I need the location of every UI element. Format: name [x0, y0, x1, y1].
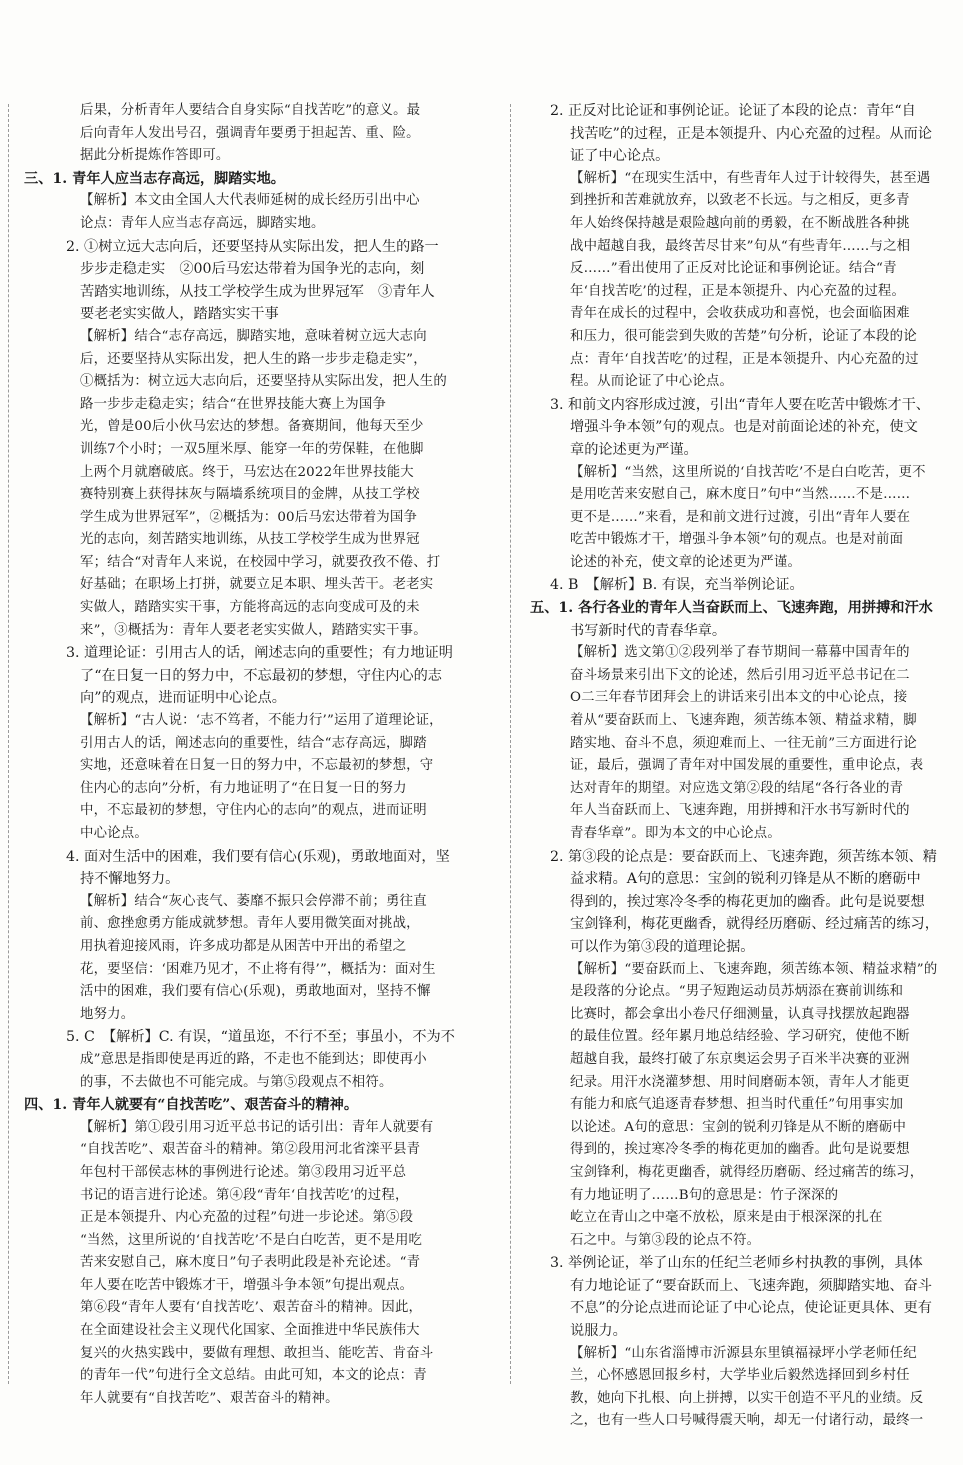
right-column-line: 论述的补充，使文章的论述更为严谨。 — [570, 554, 802, 570]
left-column-line: 了“在日复一日的努力中，不忘最初的梦想，守住内心的志 — [80, 667, 442, 684]
left-column-line: 后果，分析青年人要结合自身实际“自找苦吃”的意义。最 — [80, 103, 421, 118]
left-column-line: 的事，不去做也不可能完成。与第⑤段观点不相符。 — [80, 1074, 393, 1090]
left-column-line: 学生成为世界冠军”，②概括为：00后马宏达带着为国争 — [80, 509, 418, 525]
right-column-line: 到挫折和苦难就放弃，以致老不长远。与之相反，更多青 — [570, 193, 910, 209]
left-column-line: 光，曾是00后小伙马宏达的梦想。备赛期间，他每天至少 — [80, 419, 424, 435]
right-column-line: 有力地证明了……B句的意思是：竹子深深的 — [570, 1187, 839, 1203]
right-column-line: 青春华章”。即为本文的中心论点。 — [570, 826, 781, 841]
left-column-line: 三、1. 青年人应当志存高远，脚踏实地。 — [24, 170, 285, 187]
left-column-line: 苦来安慰自己，麻木度日”句子表明此段是补充论述。“青 — [80, 1255, 421, 1271]
right-column-line: 五、1. 各行各业的青年人当奋跃而上、飞速奔跑，用拼搏和汗水 — [530, 600, 933, 617]
right-column-line: 2. 正反对比论证和事例论证。论证了本段的论点：青年“自 — [550, 103, 916, 119]
right-column-line: 青年在成长的过程中，会收获成功和喜悦，也会面临困难 — [570, 306, 910, 322]
left-column-line: 后，还要坚持从实际出发，把人生的路一步步走稳走实”， — [80, 351, 427, 367]
left-column-line: 苦踏实地训练，从技工学校学生成为世界冠军 ③青年人 — [80, 283, 435, 300]
left-column-line: 好基础；在职场上打拼，就要立足本职、埋头苦干。老老实 — [80, 577, 434, 593]
right-column-line: 章的论述更为严谨。 — [570, 441, 698, 458]
right-column-line: 2. 第③段的论点是：要奋跃而上、飞速奔跑，须苦练本领、精 — [550, 848, 937, 865]
right-column-line: 踏实地、奋斗不息，须迎难而上、一往无前”三方面进行论 — [570, 735, 917, 751]
right-column-line: 石之中。与第③段的论点不符。 — [570, 1232, 761, 1248]
right-column-line: 超越自我，最终打破了东京奥运会男子百米半决赛的亚洲 — [570, 1051, 910, 1067]
right-column-line: 吃苦中锻炼才干，增强斗争本领”句的观点。也是对前面 — [570, 532, 904, 548]
column-divider — [510, 104, 511, 1384]
left-column-line: 年包村干部侯志林的事例进行论述。第③段用习近平总 — [80, 1164, 407, 1180]
left-column-line: 引用古人的话，阐述志向的重要性，结合“志存高远，脚踏 — [80, 735, 427, 751]
right-column-line: 可以作为第③段的道理论据。 — [570, 938, 755, 955]
left-column-line: 地努力。 — [80, 1006, 135, 1022]
left-column-line: 前、愈挫愈勇方能成就梦想。青年人要用微笑面对挑战， — [80, 916, 420, 932]
left-column-line: 活中的困难，我们要有信心(乐观)，勇敢地面对，坚持不懈 — [80, 984, 431, 1000]
left-column-line: 2. ①树立远大志向后，还要坚持从实际出发，把人生的路一 — [66, 238, 439, 255]
right-column-line: 的最佳位置。经年累月地总结经验、学习研究，使他不断 — [570, 1029, 910, 1045]
right-column-line: 【解析】“当然，这里所说的‘自找苦吃’不是白白吃苦，更不 — [570, 464, 926, 480]
right-column-line: 有能力和底气追逐青春梦想、担当时代重任”句用事实加 — [570, 1097, 904, 1113]
right-column-line: 找苦吃”的过程，正是本领提升、内心充盈的过程。从而论 — [570, 125, 932, 142]
right-column-line: 益求精。A句的意思：宝剑的锐利刃锋是从不断的磨砺中 — [570, 871, 921, 888]
right-column-line: 【解析】“山东省淄博市沂源县东里镇福禄坪小学老师任纪 — [570, 1345, 917, 1361]
right-column-line: 增强斗争本领”句的观点。也是对前面论述的补充，使文 — [570, 419, 918, 436]
right-column-line: 以论述。A句的意思：宝剑的锐利刃锋是从不断的磨砺中 — [570, 1119, 907, 1135]
left-column-line: 【解析】本文由全国人大代表师延树的成长经历引出中心 — [80, 193, 420, 209]
left-column-line: 四、1. 青年人就要有“自找苦吃”、艰苦奋斗的精神。 — [24, 1097, 359, 1114]
left-column-line: 【解析】第①段引用习近平总书记的话引出：青年人就要有 — [80, 1119, 434, 1135]
left-column-line: 后向青年人发出号召，强调青年要勇于担起苦、重、险。 — [80, 125, 420, 141]
left-column-line: 5. C 【解析】C. 有误，“道虽迩，不行不至；事虽小，不为不 — [66, 1029, 455, 1046]
left-column-line: 中，不忘最初的梦想，守住内心的志向”的观点，进而证明 — [80, 803, 427, 819]
right-column-line: 得到的，挨过寒冷冬季的梅花更加的幽香。此句是说要想 — [570, 1142, 910, 1158]
right-column-line: 之，也有一些人口号喊得震天响，却无一付诸行动，最终一 — [570, 1413, 924, 1429]
left-column-line: 复兴的火热实践中，要做有理想、敢担当、能吃苦、肯奋斗 — [80, 1345, 434, 1361]
left-column-line: 持不懈地努力。 — [80, 871, 180, 888]
left-column-line: 来”，③概括为：青年人要老老实实做人，踏踏实实干事。 — [80, 622, 427, 638]
right-column-line: 年人始终保持越是艰险越向前的勇毅，在不断战胜各种挑 — [570, 215, 910, 231]
left-column-line: 在全面建设社会主义现代化国家、全面推进中华民族伟大 — [80, 1323, 420, 1339]
left-column-line: 路一步步走稳走实；结合“在世界技能大赛上为国争 — [80, 396, 387, 412]
right-column-line: 得到的，挨过寒冷冬季的梅花更加的幽香。此句是说要想 — [570, 893, 925, 910]
right-column-line: 书写新时代的青春华章。 — [570, 622, 727, 639]
left-column — [24, 100, 488, 1410]
left-column-line: “自找苦吃”、艰苦奋斗的精神。第②段用河北省滦平县青 — [80, 1142, 421, 1158]
right-column-line: 更不是……”来看，是和前文进行过渡，引出“青年人要在 — [570, 509, 911, 525]
left-column-line: 正是本领提升、内心充盈的过程”句进一步论述。第⑤段 — [80, 1210, 414, 1226]
left-column-line: 【解析】结合“灰心丧气、萎靡不振只会停滞不前；勇往直 — [80, 893, 427, 909]
right-column-line: 宝剑锋利，梅花更幽香，就得经历磨砺、经过痛苦的练习， — [570, 1164, 924, 1180]
right-column-line: 战中超越自我，最终苦尽甘来”句从“有些青年……与之相 — [570, 238, 911, 254]
left-column-line: 要老老实实做人，踏踏实实干事 — [80, 306, 279, 323]
left-column-line: 【解析】“古人说：‘志不笃者，不能力行’”运用了道理论证， — [80, 713, 443, 729]
left-column-line: 光的志向，刻苦踏实地训练，从技工学校学生成为世界冠 — [80, 532, 420, 548]
left-column-line: 赛特别赛上获得抹灰与隔墙系统项目的金牌，从技工学校 — [80, 487, 420, 503]
left-column-line: ①概括为：树立远大志向后，还要坚持从实际出发，把人生的 — [80, 374, 447, 390]
right-column-line: 【解析】“在现实生活中，有些青年人过于计较得失，甚至遇 — [570, 170, 931, 186]
left-column-line: 军；结合“对青年人来说，在校园中学习，就要孜孜不倦、打 — [80, 554, 441, 570]
left-column-line: 第⑥段“青年人要有‘自找苦吃’、艰苦奋斗的精神。因此， — [80, 1300, 423, 1316]
left-column-line: 【解析】结合“志存高远，脚踏实地，意味着树立远大志向 — [80, 328, 427, 344]
right-column-line: 有力地论证了“要奋跃而上、飞速奔跑，须脚踏实地、奋斗 — [570, 1277, 932, 1294]
left-column-line: 步步走稳走实 ②00后马宏达带着为国争光的志向，刻 — [80, 261, 425, 278]
left-column-line: 向”的观点，进而证明中心论点。 — [80, 690, 286, 707]
right-column-line: 年人当奋跃而上、飞速奔跑，用拼搏和汗水书写新时代的 — [570, 803, 910, 819]
left-column-line: 书记的语言进行论述。第④段“青年‘自找苦吃’的过程， — [80, 1187, 409, 1203]
right-column-line: 屹立在青山之中毫不放松，原来是由于根深深的扎在 — [570, 1210, 883, 1226]
right-column-line: 着从“要奋跃而上、飞速奔跑，须苦练本领、精益求精，脚 — [570, 713, 917, 729]
right-column-line: 【解析】选文第①②段列举了春节期间一幕幕中国青年的 — [570, 645, 910, 661]
left-column-line: 花，要坚信：‘困难乃见才，不止将有得’”，概括为：面对生 — [80, 961, 436, 977]
right-column-line: 【解析】“要奋跃而上、飞速奔跑，须苦练本领、精益求精”的 — [570, 961, 938, 977]
left-column-line: 年人就要有“自找苦吃”、艰苦奋斗的精神。 — [80, 1390, 339, 1406]
left-column-line: 上两个月就磨破底。终于，马宏达在2022年世界技能大 — [80, 464, 414, 480]
left-column-line: 4. 面对生活中的困难，我们要有信心(乐观)，勇敢地面对，坚 — [66, 848, 450, 865]
left-column-line: 住内心的志向”分析，有力地证明了“在日复一日的努力 — [80, 780, 407, 796]
left-column-line: “当然，这里所说的‘自找苦吃’不是白白吃苦，更不是用吃 — [80, 1232, 423, 1248]
right-column-line: 3. 举例论证，举了山东的任纪兰老师乡村执教的事例，具体 — [550, 1255, 923, 1272]
right-column-line: 点：青年‘自找苦吃’的过程，正是本领提升、内心充盈的过 — [570, 351, 919, 367]
right-column-line: 说服力。 — [570, 1323, 627, 1340]
right-column-line: 是段落的分论点。“男子短跑运动员苏炳添在赛前训练和 — [570, 984, 904, 1000]
right-column-line: 兰，心怀感恩回报乡村，大学毕业后毅然选择回到乡村任 — [570, 1368, 910, 1384]
right-column-line: 达对青年的期望。对应选文第②段的结尾“各行各业的青 — [570, 780, 904, 796]
right-column-line: 宝剑锋利，梅花更幽香，就得经历磨砺、经过痛苦的练习， — [570, 916, 939, 933]
right-column-line: 反……”看出使用了正反对比论证和事例论证。结合“青 — [570, 261, 897, 277]
left-column-line: 成”意思是指即使是再近的路，不走也不能到达；即使再小 — [80, 1051, 427, 1067]
right-column-line: O二三年春节团拜会上的讲话来引出本文的中心论点，接 — [570, 690, 908, 706]
right-column-line: 4. B 【解析】B. 有误，充当举例论证。 — [550, 577, 804, 594]
right-column-line: 和压力，很可能尝到失败的苦楚”句分析，论证了本段的论 — [570, 328, 917, 344]
left-column-line: 3. 道理论证：引用古人的话，阐述志向的重要性；有力地证明 — [66, 645, 453, 662]
left-column-line: 年人要在吃苦中锻炼才干，增强斗争本领”句提出观点。 — [80, 1277, 414, 1293]
left-column-line: 中心论点。 — [80, 826, 148, 841]
right-column-line: 证，最后，强调了青年对中国发展的重要性，重申论点，表 — [570, 758, 924, 774]
right-column-line: 证了中心论点。 — [570, 148, 670, 165]
right-column-line: 教，她向下扎根、向上拼搏，以实干创造不平凡的业绩。反 — [570, 1390, 924, 1406]
left-column-line: 据此分析提炼作答即可。 — [80, 148, 230, 164]
right-column-line: 年‘自找苦吃’的过程，正是本领提升、内心充盈的过程。 — [570, 283, 906, 299]
left-column-line: 用执着迎接风雨，许多成功都是从困苦中开出的希望之 — [80, 938, 407, 954]
right-column-line: 程。从而论证了中心论点。 — [570, 374, 734, 390]
left-column-line: 实做人，踏踏实实干事，方能将高远的志向变成可及的未 — [80, 600, 420, 616]
left-column-line: 实地，还意味着在日复一日的努力中，不忘最初的梦想，守 — [80, 758, 434, 774]
right-column — [530, 100, 963, 1433]
right-column-line: 比赛时，都会拿出小卷尺仔细测量，认真寻找摆放起跑器 — [570, 1006, 910, 1022]
right-column-line: 3. 和前文内容形成过渡，引出“青年人要在吃苦中锻炼才干、 — [550, 396, 930, 413]
left-margin-rule — [8, 104, 9, 1384]
right-column-line: 不息”的分论点进而论证了中心论点，使论证更具体、更有 — [570, 1300, 932, 1317]
right-column-line: 奋斗场景来引出下文的论述，然后引用习近平总书记在二 — [570, 667, 910, 683]
left-column-line: 论点：青年人应当志存高远，脚踏实地。 — [80, 215, 325, 231]
right-column-line: 纪录。用汗水浇灌梦想、用时间磨砺本领，青年人才能更 — [570, 1074, 910, 1090]
left-column-line: 的青年一代”句进行全文总结。由此可知，本文的论点：青 — [80, 1368, 427, 1384]
right-column-line: 是用吃苦来安慰自己，麻木度日”句中“当然……不是…… — [570, 487, 911, 503]
left-column-line: 训练7个小时；一双5厘米厚、能穿一年的劳保鞋，在他脚 — [80, 441, 424, 457]
